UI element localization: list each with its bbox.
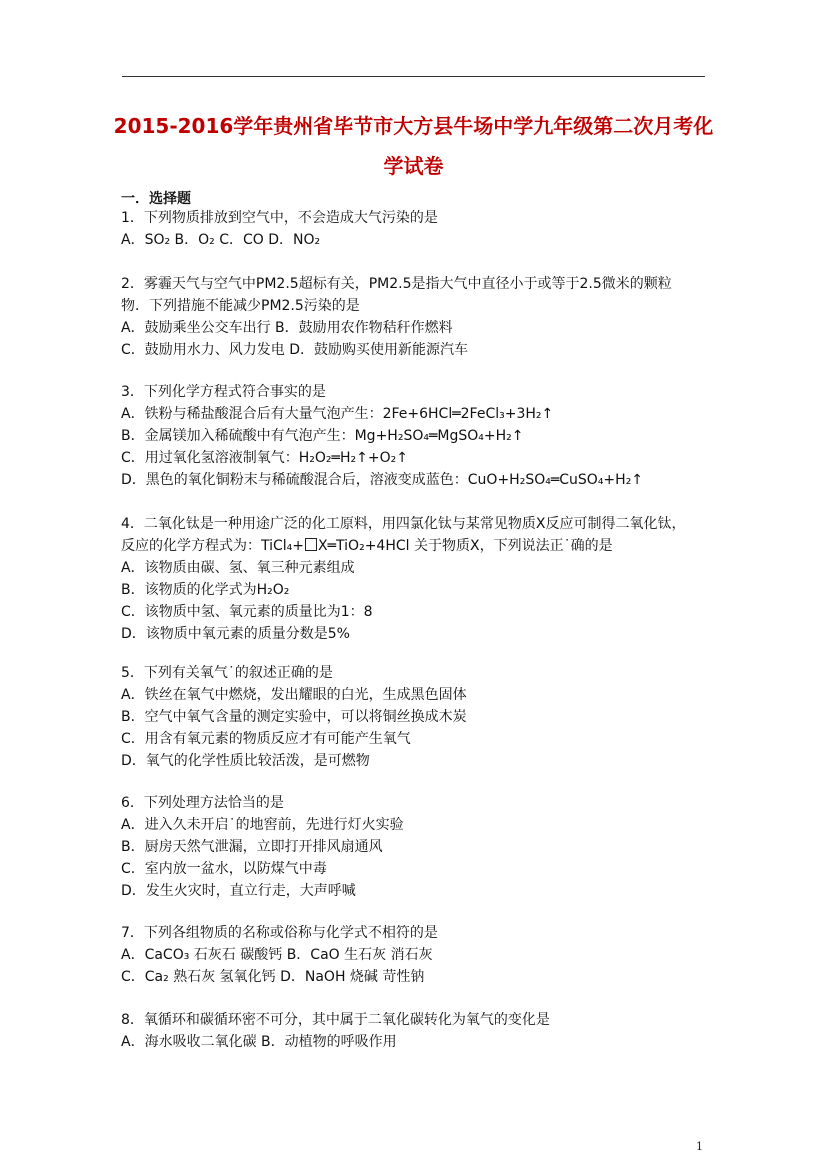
question-stem: 8．氧循环和碳循环密不可分，其中属于二氧化碳转化为氧气的变化是 [121,1012,550,1028]
question-stem-cont: 物．下列措施不能减少PM2.5污染的是 [121,298,360,314]
question-stem: 1．下列物质排放到空气中，不会造成大气污染的是 [121,210,438,226]
option-a: A．进入久未开启˙的地窖前，先进行灯火实验 [121,817,404,833]
option-c: C．室内放一盆水，以防煤气中毒 [121,861,327,877]
question-stem: 5．下列有关氧气˙的叙述正确的是 [121,665,333,681]
question-options: C．Ca₂ 熟石灰 氢氧化钙 D．NaOH 烧碱 苛性钠 [121,969,425,985]
question-options: A．CaCO₃ 石灰石 碳酸钙 B．CaO 生石灰 消石灰 [121,947,433,963]
question-options: A．鼓励乘坐公交车出行 B．鼓励用农作物秸秆作燃料 [121,320,453,336]
question-5 [121,662,721,772]
page-number: 1 [696,1140,703,1153]
question-options: A．SO₂ B．O₂ C．CO D．NO₂ [121,232,321,248]
option-a: A．该物质由碳、氢、氧三种元素组成 [121,560,355,576]
question-8 [121,1009,721,1053]
option-a: A．铁粉与稀盐酸混合后有大量气泡产生：2Fe+6HCl═2FeCl₃+3H₂↑ [121,406,554,422]
question-2 [121,273,721,361]
question-4 [121,513,721,645]
question-options: C．鼓励用水力、风力发电 D．鼓励购买使用新能源汽车 [121,342,469,358]
option-d: D．该物质中氧元素的质量分数是5% [121,626,350,642]
option-d: D．发生火灾时，直立行走，大声呼喊 [121,883,356,899]
option-d: D．氧气的化学性质比较活泼，是可燃物 [121,753,370,769]
question-7 [121,922,721,988]
equation-prefix: 反应的化学方程式为：TiCl₄+ [121,538,305,554]
option-c: C．该物质中氢、氧元素的质量比为1：8 [121,604,373,620]
section-heading: 一．选择题 [121,191,191,207]
option-a: A．铁丝在氧气中燃烧，发出耀眼的白光，生成黑色固体 [121,687,467,703]
page-title-line1: 2015-2016学年贵州省毕节市大方县牛场中学九年级第二次月考化 [113,114,714,138]
option-c: C．用含有氧元素的物质反应才有可能产生氧气 [121,731,411,747]
header-rule [122,76,705,77]
page-title-line2: 学试卷 [383,154,444,178]
question-options: A．海水吸收二氧化碳 B．动植物的呼吸作用 [121,1034,397,1050]
question-stem: 6．下列处理方法恰当的是 [121,795,284,811]
question-stem-cont [121,535,721,557]
option-b: B．厨房天然气泄漏，立即打开排风扇通风 [121,839,383,855]
question-stem: 4．二氧化钛是一种用途广泛的化工原料，用四氯化钛与某常见物质X反应可制得二氧化钛， [121,516,686,532]
question-stem: 2．雾霾天气与空气中PM2.5超标有关，PM2.5是指大气中直径小于或等于2.5微米的颗粒 [121,276,672,292]
question-stem: 7．下列各组物质的名称或俗称与化学式不相符的是 [121,925,438,941]
option-d: D．黑色的氧化铜粉末与稀硫酸混合后，溶液变成蓝色：CuO+H₂SO₄═CuSO₄+H₂↑ [121,472,644,488]
option-b: B．该物质的化学式为H₂O₂ [121,582,290,598]
option-b: B．金属镁加入稀硫酸中有气泡产生：Mg+H₂SO₄═MgSO₄+H₂↑ [121,428,524,444]
blank-box-icon [305,538,317,551]
question-1 [121,207,721,251]
option-c: C．用过氧化氢溶液制氧气：H₂O₂═H₂↑+O₂↑ [121,450,408,466]
question-3 [121,381,721,491]
question-6 [121,792,721,902]
equation-suffix: X═TiO₂+4HCl 关于物质X，下列说法正˙确的是 [318,538,613,554]
option-b: B．空气中氧气含量的测定实验中，可以将铜丝换成木炭 [121,709,467,725]
question-stem: 3．下列化学方程式符合事实的是 [121,384,326,400]
